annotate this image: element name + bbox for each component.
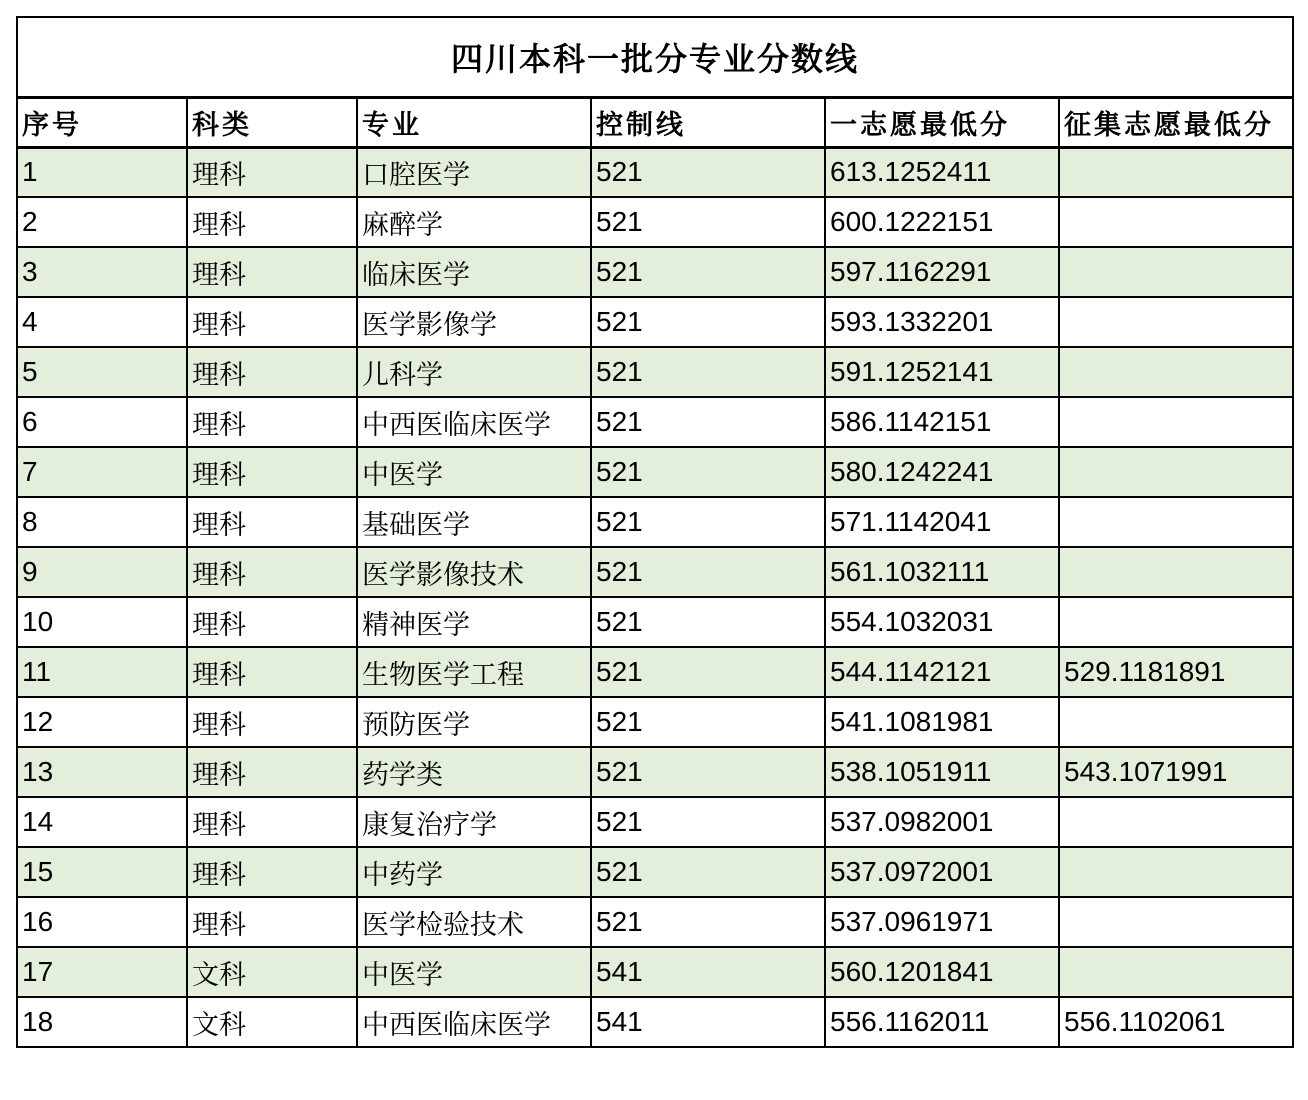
col-header-major: 专业: [357, 97, 591, 147]
cell-major: 中西医临床医学: [357, 397, 591, 447]
table-row: [17, 647, 1293, 697]
cell-major: 临床医学: [357, 247, 591, 297]
cell-first-choice: 541.1081981: [825, 697, 1059, 747]
cell-no: 7: [17, 447, 187, 497]
col-header-control: 控制线: [591, 97, 825, 147]
cell-collect-choice: [1059, 797, 1293, 847]
cell-first-choice: 556.1162011: [825, 997, 1059, 1047]
cell-major: 基础医学: [357, 497, 591, 547]
cell-first-choice: 613.1252411: [825, 147, 1059, 197]
cell-control: 521: [591, 347, 825, 397]
cell-no: 3: [17, 247, 187, 297]
cell-control: 521: [591, 797, 825, 847]
cell-category: 理科: [187, 697, 357, 747]
cell-no: 13: [17, 747, 187, 797]
cell-major: 医学影像技术: [357, 547, 591, 597]
cell-control: 521: [591, 647, 825, 697]
col-header-collect-choice: 征集志愿最低分: [1059, 97, 1293, 147]
cell-collect-choice: [1059, 497, 1293, 547]
cell-category: 理科: [187, 297, 357, 347]
cell-no: 16: [17, 897, 187, 947]
cell-collect-choice: [1059, 247, 1293, 297]
cell-first-choice: 586.1142151: [825, 397, 1059, 447]
cell-major: 精神医学: [357, 597, 591, 647]
cell-control: 521: [591, 447, 825, 497]
cell-no: 1: [17, 147, 187, 197]
cell-category: 理科: [187, 197, 357, 247]
cell-collect-choice: 543.1071991: [1059, 747, 1293, 797]
table-row: [17, 347, 1293, 397]
score-table: [16, 16, 1294, 1048]
cell-category: 理科: [187, 447, 357, 497]
cell-first-choice: 537.0961971: [825, 897, 1059, 947]
cell-control: 521: [591, 847, 825, 897]
cell-collect-choice: [1059, 297, 1293, 347]
table-row: [17, 547, 1293, 597]
table-row: [17, 297, 1293, 347]
cell-no: 8: [17, 497, 187, 547]
cell-control: 541: [591, 997, 825, 1047]
cell-collect-choice: [1059, 847, 1293, 897]
table-row: [17, 197, 1293, 247]
cell-category: 理科: [187, 747, 357, 797]
cell-first-choice: 600.1222151: [825, 197, 1059, 247]
cell-major: 中西医临床医学: [357, 997, 591, 1047]
table-row: [17, 747, 1293, 797]
cell-collect-choice: 556.1102061: [1059, 997, 1293, 1047]
cell-no: 10: [17, 597, 187, 647]
cell-first-choice: 537.0972001: [825, 847, 1059, 897]
cell-control: 521: [591, 397, 825, 447]
table-row: [17, 397, 1293, 447]
cell-category: 理科: [187, 897, 357, 947]
table-row: [17, 997, 1293, 1047]
cell-category: 理科: [187, 147, 357, 197]
cell-no: 5: [17, 347, 187, 397]
table-row: [17, 847, 1293, 897]
cell-major: 医学检验技术: [357, 897, 591, 947]
cell-collect-choice: 529.1181891: [1059, 647, 1293, 697]
cell-collect-choice: [1059, 147, 1293, 197]
cell-major: 预防医学: [357, 697, 591, 747]
cell-first-choice: 561.1032111: [825, 547, 1059, 597]
table-row: [17, 697, 1293, 747]
cell-category: 理科: [187, 597, 357, 647]
cell-collect-choice: [1059, 447, 1293, 497]
table-title: 四川本科一批分专业分数线: [17, 17, 1293, 97]
cell-control: 521: [591, 547, 825, 597]
table-row: [17, 497, 1293, 547]
cell-no: 2: [17, 197, 187, 247]
cell-control: 521: [591, 197, 825, 247]
cell-collect-choice: [1059, 697, 1293, 747]
cell-first-choice: 597.1162291: [825, 247, 1059, 297]
cell-first-choice: 538.1051911: [825, 747, 1059, 797]
cell-major: 康复治疗学: [357, 797, 591, 847]
cell-category: 理科: [187, 547, 357, 597]
cell-collect-choice: [1059, 947, 1293, 997]
cell-first-choice: 537.0982001: [825, 797, 1059, 847]
table-row: [17, 447, 1293, 497]
cell-first-choice: 591.1252141: [825, 347, 1059, 397]
cell-no: 9: [17, 547, 187, 597]
table-row: [17, 797, 1293, 847]
cell-control: 521: [591, 247, 825, 297]
cell-control: 521: [591, 747, 825, 797]
table-row: [17, 247, 1293, 297]
cell-no: 4: [17, 297, 187, 347]
col-header-no: 序号: [17, 97, 187, 147]
cell-control: 541: [591, 947, 825, 997]
cell-collect-choice: [1059, 897, 1293, 947]
table-row: [17, 597, 1293, 647]
cell-no: 12: [17, 697, 187, 747]
cell-first-choice: 544.1142121: [825, 647, 1059, 697]
cell-collect-choice: [1059, 397, 1293, 447]
cell-major: 中药学: [357, 847, 591, 897]
cell-no: 6: [17, 397, 187, 447]
cell-control: 521: [591, 147, 825, 197]
header-row: [17, 97, 1293, 147]
cell-category: 理科: [187, 247, 357, 297]
cell-category: 文科: [187, 997, 357, 1047]
cell-control: 521: [591, 297, 825, 347]
cell-no: 14: [17, 797, 187, 847]
cell-no: 17: [17, 947, 187, 997]
cell-control: 521: [591, 497, 825, 547]
cell-no: 15: [17, 847, 187, 897]
cell-no: 11: [17, 647, 187, 697]
cell-category: 理科: [187, 647, 357, 697]
cell-category: 理科: [187, 847, 357, 897]
cell-first-choice: 571.1142041: [825, 497, 1059, 547]
cell-no: 18: [17, 997, 187, 1047]
cell-first-choice: 560.1201841: [825, 947, 1059, 997]
cell-major: 口腔医学: [357, 147, 591, 197]
cell-major: 医学影像学: [357, 297, 591, 347]
cell-major: 麻醉学: [357, 197, 591, 247]
cell-category: 理科: [187, 797, 357, 847]
cell-control: 521: [591, 697, 825, 747]
cell-collect-choice: [1059, 197, 1293, 247]
cell-major: 中医学: [357, 447, 591, 497]
cell-collect-choice: [1059, 547, 1293, 597]
cell-collect-choice: [1059, 597, 1293, 647]
table-row: [17, 897, 1293, 947]
cell-major: 药学类: [357, 747, 591, 797]
cell-collect-choice: [1059, 347, 1293, 397]
cell-major: 中医学: [357, 947, 591, 997]
cell-category: 理科: [187, 397, 357, 447]
cell-control: 521: [591, 597, 825, 647]
cell-first-choice: 580.1242241: [825, 447, 1059, 497]
cell-first-choice: 554.1032031: [825, 597, 1059, 647]
col-header-first-choice: 一志愿最低分: [825, 97, 1059, 147]
cell-category: 文科: [187, 947, 357, 997]
cell-control: 521: [591, 897, 825, 947]
cell-category: 理科: [187, 497, 357, 547]
table-row: [17, 147, 1293, 197]
cell-first-choice: 593.1332201: [825, 297, 1059, 347]
cell-category: 理科: [187, 347, 357, 397]
table-row: [17, 947, 1293, 997]
cell-major: 生物医学工程: [357, 647, 591, 697]
cell-major: 儿科学: [357, 347, 591, 397]
col-header-category: 科类: [187, 97, 357, 147]
